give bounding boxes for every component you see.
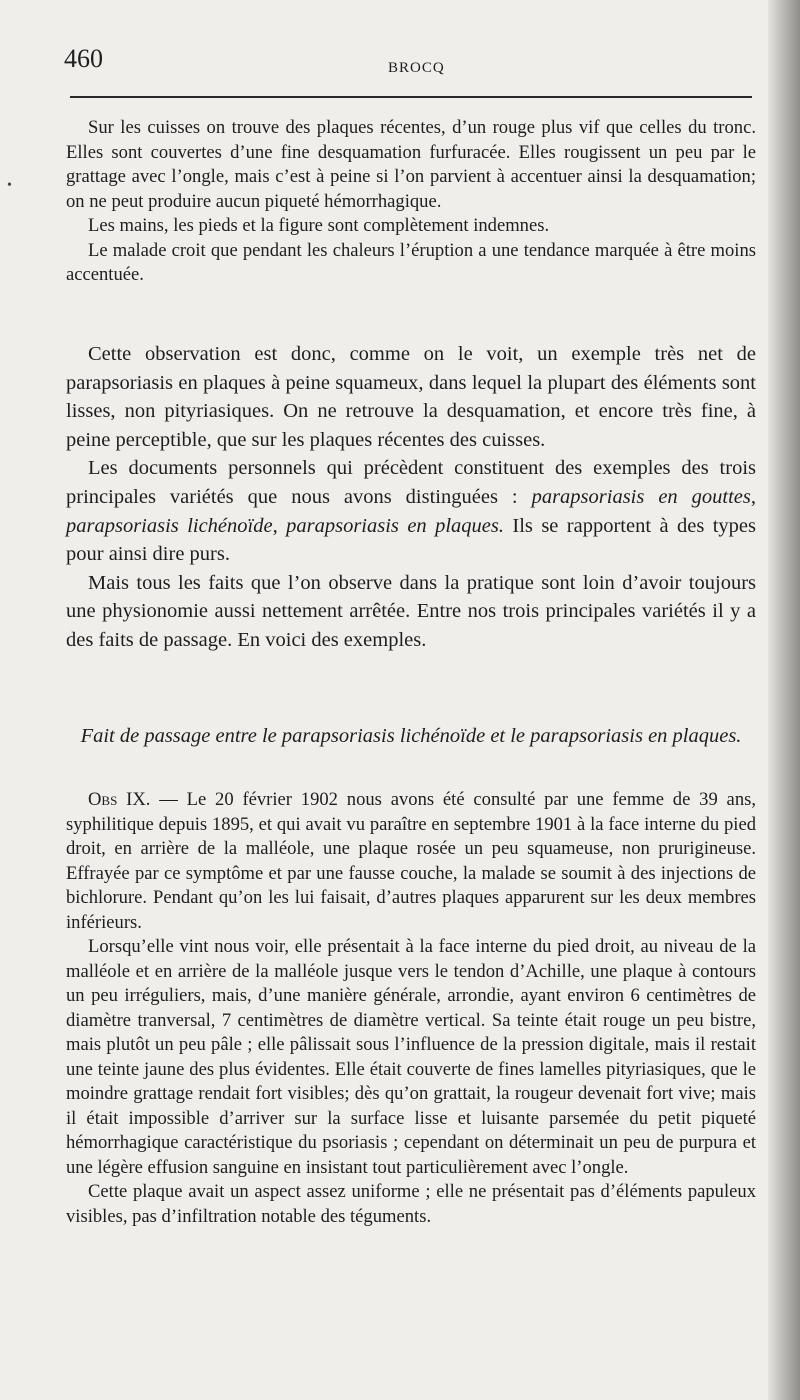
paragraph-thighs: Sur les cuisses on trouve des plaques récentes, d’un rouge plus vif que celles du tronc. Elles sont couvertes d’une fine desquamation furfuracée. Elles rougissent un peu par le grattage avec l’ongle, mais c’est à peine si l’on parvient à accentuer ainsi la desquamation; on ne peut produire aucun piqueté hémorrhagique. bbox=[66, 117, 756, 212]
page-number: 460 bbox=[64, 44, 103, 73]
observation-text-1: — Le 20 février 1902 nous avons été consulté par une femme de 39 ans, syphilitique depuis 1895, et qui avait vu paraître en septembre 1901 à la face interne du pied droit, en arrière de la malléole, une plaque rosée un peu squameuse, non prurigineuse. Effrayée par ce symptôme et par une fausse couche, la malade se soumit à des injections de bichlorure. Pendant qu’on les lui faisait, d’autres plaques apparurent sur les deux membres inférieurs. bbox=[66, 789, 756, 933]
observation-paragraph-3: Cette plaque avait un aspect assez uniforme ; elle ne présentait pas d’éléments papuleux visibles, pas d’infiltration notable des téguments. bbox=[66, 1181, 756, 1227]
paragraph-hands-feet: Les mains, les pieds et la figure sont complètement indemnes. bbox=[88, 215, 550, 236]
variety-plaques: parapsoriasis en plaques. bbox=[286, 514, 504, 537]
observation-paragraph-1 bbox=[66, 788, 756, 935]
documents-intro-text: Les documents personnels qui précèdent constituent des exemples des trois principales variétés que nous avons distinguées : bbox=[66, 457, 756, 508]
observation-paragraph-2: Lorsqu’elle vint nous voir, elle présentait à la face interne du pied droit, au niveau de la malléole et en arrière de la malléole jusque vers le tendon d’Achille, une plaque à contours un peu irréguliers, mais, d’une manière générale, arrondie, ayant environ 6 centimètres de diamètre tranversal, 7 centimètres de diamètre vertical. Sa teinte était rouge un peu bistre, mais plutôt un peu pâle ; elle pâlissait sous l’influence de la pression digitale, mais il restait une teinte jaune des plus évidentes. Elle était couverte de fines lamelles pityriasiques, que le moindre grattage rendait fort visibles; dès qu’on grattait, la rougeur devenait fort vive; mais il était impossible d’arriver sur la surface lisse et luisante parsemée du petit piqueté hémorrhagique caractéristique du psoriasis ; cependant on déterminait un peu de purpura et une légère effusion sanguine en insistant tout particulièrement avec l’ongle. bbox=[66, 936, 756, 1178]
paragraph-observation-summary: Cette observation est donc, comme on le voit, un exemple très net de parapsoriasis en plaques à peine squameux, dans lequel la plupart des éléments sont lisses, non pityriasiques. On ne retrouve la desquamation, et encore très fine, à peine perceptible, que sur les plaques récentes des cuisses. bbox=[66, 343, 756, 451]
observation-label: Obs IX. bbox=[88, 789, 151, 810]
paragraph-transition-cases: Mais tous les faits que l’on observe dans la pratique sont loin d’avoir toujours une physionomie aussi nettement arrêtée. Entre nos trois principales variétés il y a des faits de passage. En voici des exemples. bbox=[66, 571, 756, 651]
observation-ix-section bbox=[66, 788, 756, 1229]
variety-lichenoide: parapsoriasis lichénoïde bbox=[66, 514, 273, 537]
header-rule bbox=[70, 96, 752, 98]
paragraph-heat: Le malade croit que pendant les chaleurs l’éruption a une tendance marquée à être moins accentuée. bbox=[66, 239, 756, 285]
variety-gouttes: parapsoriasis en gouttes bbox=[531, 485, 751, 508]
page-edge-shadow bbox=[768, 0, 800, 1400]
paragraph-personal-documents bbox=[66, 454, 756, 568]
documents-end-text: Ils se rapportent à des types pour ainsi dire purs. bbox=[66, 514, 756, 566]
section-heading: Fait de passage entre le parapsoriasis lichénoïde et le parapsoriasis en plaques. bbox=[80, 725, 742, 747]
margin-dot-mark: • bbox=[7, 178, 12, 193]
large-text-section bbox=[66, 340, 756, 655]
separator: , bbox=[272, 514, 287, 537]
running-head: BROCQ bbox=[388, 60, 445, 76]
small-text-section bbox=[66, 116, 756, 288]
separator: , bbox=[750, 485, 756, 508]
